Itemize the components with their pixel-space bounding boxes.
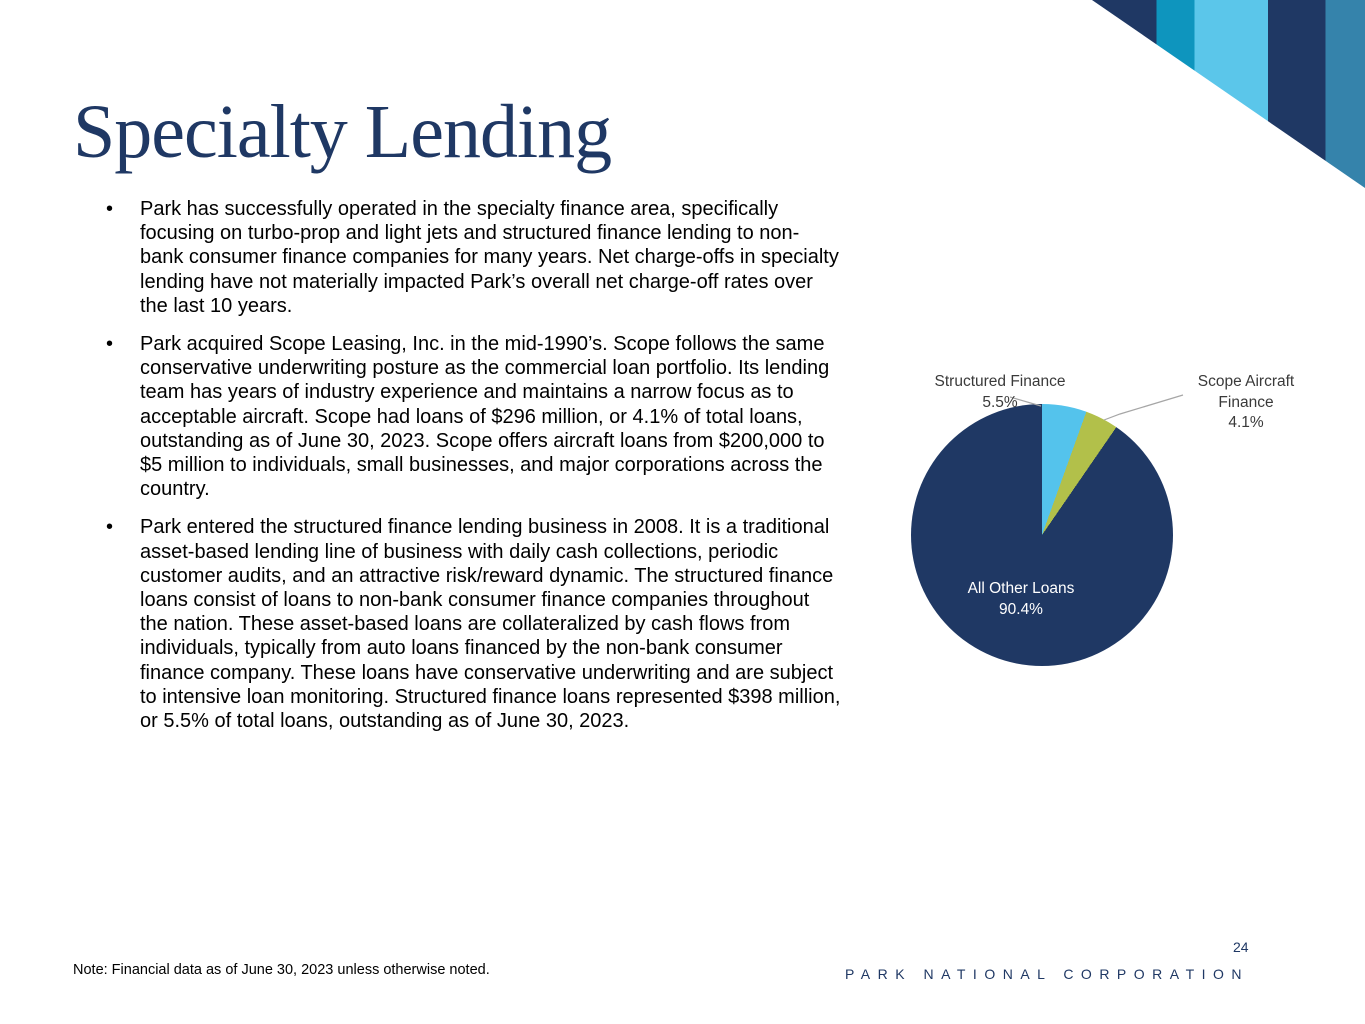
page-title: Specialty Lending: [73, 89, 612, 174]
list-item: [106, 197, 852, 318]
pie-label-line: All Other Loans: [967, 580, 1075, 597]
pie-label-all-other-loans: [934, 579, 1108, 620]
bullet-marker: [106, 515, 140, 733]
footnote: Note: Financial data as of June 30, 2023 unless otherwise noted.: [73, 962, 490, 978]
pie-label-structured-finance: [913, 372, 1087, 413]
page-number: 24: [1233, 939, 1249, 955]
bullet-text: Park has successfully operated in the specialty finance area, specifically focusing on turbo-prop and light jets and structured finance lending to non-bank consumer finance companies for many years. Net charge-offs in specialty lending have not materially impacted Park’s overall net charge-off rates over the last 10 years.: [140, 198, 839, 317]
bullet-marker: [106, 197, 140, 318]
pie-label-line: Structured Finance: [934, 373, 1066, 390]
pie-label-line: Finance: [1218, 393, 1274, 411]
pie-label-value: 5.5%: [982, 393, 1018, 411]
bullet-list: [106, 197, 852, 747]
bullet-text: Park entered the structured finance lending business in 2008. It is a traditional asset-based lending line of business with daily cash collections, periodic customer audits, and an attractive risk/reward dynamic. The structured finance loans consist of loans to non-bank consumer finance companies throughout the nation. These asset-based loans are collateralized by cash flows from individuals, typically from auto loans financed by the non-bank consumer finance company. These loans have conservative underwriting and are subject to intensive loan monitoring. Structured finance loans represented $398 million, or 5.5% of total loans, outstanding as of June 30, 2023.: [140, 516, 841, 733]
pie-label-value: 4.1%: [1228, 414, 1264, 431]
pie-label-scope-aircraft-finance: [1156, 372, 1336, 434]
list-item: [106, 332, 852, 501]
list-item: [106, 515, 852, 733]
pie-chart: [911, 404, 1173, 666]
corner-stripes-decoration: [1092, 0, 1365, 188]
pie-label-line: Scope Aircraft: [1197, 373, 1295, 390]
bullet-text: Park acquired Scope Leasing, Inc. in the mid-1990’s. Scope follows the same conservative underwriting posture as the commercial loan portfolio. Its lending team has years of industry experience and maintains a narrow focus as to acceptable aircraft. Scope had loans of $296 million, or 4.1% of total loans, outstanding as of June 30, 2023. Scope offers aircraft loans from $200,000 to $5 million to individuals, small businesses, and major corporations across the country.: [140, 333, 830, 501]
pie-label-value: 90.4%: [999, 600, 1043, 618]
bullet-marker: [106, 332, 140, 501]
footer-brand: PARK NATIONAL CORPORATION: [845, 966, 1250, 982]
